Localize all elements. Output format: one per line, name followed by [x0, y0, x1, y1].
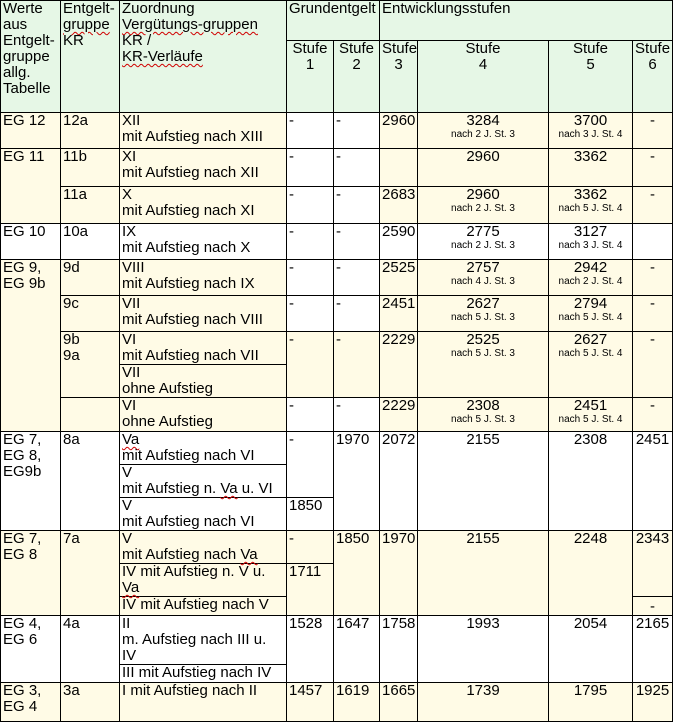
verg-cell: IV mit Aufstieg n. V u. Va — [120, 564, 287, 597]
stufe4-cell: 2775 nach 2 J. St. 3 — [418, 224, 549, 260]
stufe6-cell: - — [633, 260, 673, 296]
verg-cell: Va mit Aufstieg nach VI — [120, 432, 287, 465]
verg-cell: XII mit Aufstieg nach XIII — [120, 113, 287, 149]
verg-cell: V mit Aufstieg n. Va u. VI — [120, 465, 287, 498]
stufe3-cell: 2683 — [380, 187, 418, 224]
kr-cell: 11b — [61, 149, 120, 187]
stufe6-cell: - — [633, 113, 673, 149]
stufe4-cell: 2757 nach 4 J. St. 3 — [418, 260, 549, 296]
stufe5-cell: 2248 — [549, 531, 633, 616]
stufe4-cell: 3284 nach 2 J. St. 3 — [418, 113, 549, 149]
eg-cell: EG 9, EG 9b — [1, 260, 61, 432]
stufe3-cell: 2525 — [380, 260, 418, 296]
stufe4-cell: 1739 — [418, 683, 549, 722]
kr-cell: 12a — [61, 113, 120, 149]
header-kr: Entgelt- gruppe KR — [61, 1, 120, 113]
table-row — [1, 332, 673, 365]
eg-cell: EG 4, EG 6 — [1, 616, 61, 683]
verg-cell: II m. Aufstieg nach III u. IV — [120, 616, 287, 665]
stufe1-cell: - — [287, 187, 334, 224]
stufe3-cell: 1758 — [380, 616, 418, 683]
header-grundentgelt: Grundentgelt — [287, 1, 380, 41]
stufe2-cell: 1970 — [334, 432, 380, 531]
header-werte: Werte aus Entgelt- gruppe allg. Tabelle — [1, 1, 61, 113]
stufe3-cell: 2451 — [380, 296, 418, 332]
header-stufe-6: Stufe 6 — [633, 41, 673, 113]
verg-cell: VIII mit Aufstieg nach IX — [120, 260, 287, 296]
stufe4-cell: 1993 — [418, 616, 549, 683]
stufe2-cell: - — [334, 187, 380, 224]
stufe4-cell: 2627 nach 5 J. St. 3 — [418, 296, 549, 332]
stufe2-cell: - — [334, 332, 380, 398]
stufe2-cell: 1647 — [334, 616, 380, 683]
verg-cell: IV mit Aufstieg nach V — [120, 597, 287, 616]
stufe2-cell: - — [334, 398, 380, 432]
stufe1-cell: - — [287, 332, 334, 398]
stufe5-cell: 2794 nach 5 J. St. 4 — [549, 296, 633, 332]
stufe6-cell: 2451 — [633, 432, 673, 531]
header-stufe-5: Stufe 5 — [549, 41, 633, 113]
stufe3-cell: 2590 — [380, 224, 418, 260]
stufe5-cell: 3127 nach 3 J. St. 4 — [549, 224, 633, 260]
table-row — [1, 683, 673, 722]
stufe1-cell: - — [287, 260, 334, 296]
table-row — [1, 224, 673, 260]
table-row — [1, 260, 673, 296]
stufe2-cell: - — [334, 113, 380, 149]
stufe5-cell: 2308 — [549, 432, 633, 531]
stufe4-cell: 2525 nach 5 J. St. 3 — [418, 332, 549, 398]
stufe4-cell: 2155 — [418, 531, 549, 616]
stufe6-cell: 1925 — [633, 683, 673, 722]
stufe2-cell: - — [334, 149, 380, 187]
stufe5-cell: 3362 nach 5 J. St. 4 — [549, 187, 633, 224]
header-stufe-4: Stufe 4 — [418, 41, 549, 113]
stufe3-cell: 2960 — [380, 113, 418, 149]
stufe5-cell: 2627 nach 5 J. St. 4 — [549, 332, 633, 398]
eg-cell: EG 3, EG 4 — [1, 683, 61, 722]
verg-cell: VII mit Aufstieg nach VIII — [120, 296, 287, 332]
kr-cell: 9d — [61, 260, 120, 296]
stufe3-cell: 1970 — [380, 531, 418, 616]
table-row — [1, 296, 673, 332]
stufe6-cell: - — [633, 296, 673, 332]
stufe1-cell: - — [287, 531, 334, 564]
kr-cell — [61, 398, 120, 432]
stufe3-cell: 2229 — [380, 398, 418, 432]
eg-cell: EG 7, EG 8 — [1, 531, 61, 616]
header-zuordnung: Zuordnung Vergütungs-gruppen KR / KR-Verläufe — [120, 1, 287, 113]
stufe3-cell: 1665 — [380, 683, 418, 722]
table-row — [1, 149, 673, 187]
stufe6-cell: - — [633, 187, 673, 224]
stufe6-cell: 2165 — [633, 616, 673, 683]
table-row — [1, 113, 673, 149]
kr-cell: 3a — [61, 683, 120, 722]
kr-cell: 7a — [61, 531, 120, 616]
kr-cell: 8a — [61, 432, 120, 531]
table-row — [1, 616, 673, 665]
stufe1-cell: 1528 — [287, 616, 334, 683]
kr-cell: 9b 9a — [61, 332, 120, 398]
stufe1-cell: - — [287, 224, 334, 260]
verg-cell: XI mit Aufstieg nach XII — [120, 149, 287, 187]
verg-cell: IX mit Aufstieg nach X — [120, 224, 287, 260]
stufe1-cell: 1711 — [287, 564, 334, 616]
stufe2-cell: - — [334, 224, 380, 260]
stufe6-cell: - — [633, 398, 673, 432]
kr-cell: 11a — [61, 187, 120, 224]
stufe1-cell: - — [287, 113, 334, 149]
header-entwicklungsstufen: Entwicklungsstufen — [380, 1, 673, 41]
stufe5-cell: 1795 — [549, 683, 633, 722]
stufe4-cell: 2960 nach 2 J. St. 3 — [418, 187, 549, 224]
stufe6-cell: - — [633, 149, 673, 187]
header-stufe-1: Stufe 1 — [287, 41, 334, 113]
stufe2-cell: 1619 — [334, 683, 380, 722]
verg-cell: III mit Aufstieg nach IV — [120, 665, 287, 683]
stufe1-cell: 1850 — [287, 498, 334, 531]
stufe5-cell: 3700 nach 3 J. St. 4 — [549, 113, 633, 149]
stufe5-cell: 2942 nach 2 J. St. 4 — [549, 260, 633, 296]
eg-cell: EG 12 — [1, 113, 61, 149]
stufe1-cell: - — [287, 398, 334, 432]
kr-cell: 9c — [61, 296, 120, 332]
header-stufe-3: Stufe 3 — [380, 41, 418, 113]
stufe3-cell — [380, 149, 418, 187]
stufe1-cell: - — [287, 296, 334, 332]
verg-cell: VI mit Aufstieg nach VII — [120, 332, 287, 365]
stufe4-cell: 2960 — [418, 149, 549, 187]
verg-cell: V mit Aufstieg nach Va — [120, 531, 287, 564]
table-row — [1, 531, 673, 564]
header-stufe-2: Stufe 2 — [334, 41, 380, 113]
stufe5-cell: 3362 — [549, 149, 633, 187]
stufe3-cell: 2072 — [380, 432, 418, 531]
verg-cell: I mit Aufstieg nach II — [120, 683, 287, 722]
table-row — [1, 432, 673, 465]
stufe1-cell: - — [287, 432, 334, 498]
stufe6-cell: - — [633, 597, 673, 616]
stufe3-cell: 2229 — [380, 332, 418, 398]
eg-cell: EG 10 — [1, 224, 61, 260]
table-row — [1, 398, 673, 432]
table-row — [1, 187, 673, 224]
kr-cell: 10a — [61, 224, 120, 260]
verg-cell: VII ohne Aufstieg — [120, 365, 287, 398]
stufe5-cell: 2451 nach 5 J. St. 4 — [549, 398, 633, 432]
verg-cell: V mit Aufstieg nach VI — [120, 498, 287, 531]
stufe6-cell: 2343 — [633, 531, 673, 597]
stufe4-cell: 2308 nach 5 J. St. 3 — [418, 398, 549, 432]
stufe6-cell: - — [633, 332, 673, 398]
kr-cell: 4a — [61, 616, 120, 683]
verg-cell: X mit Aufstieg nach XI — [120, 187, 287, 224]
stufe1-cell: - — [287, 149, 334, 187]
stufe1-cell: 1457 — [287, 683, 334, 722]
stufe5-cell: 2054 — [549, 616, 633, 683]
eg-cell: EG 7, EG 8, EG9b — [1, 432, 61, 531]
stufe4-cell: 2155 — [418, 432, 549, 531]
stufe2-cell: - — [334, 260, 380, 296]
stufe6-cell — [633, 224, 673, 260]
verg-cell: VI ohne Aufstieg — [120, 398, 287, 432]
eg-cell: EG 11 — [1, 149, 61, 224]
stufe2-cell: 1850 — [334, 531, 380, 616]
stufe2-cell: - — [334, 296, 380, 332]
